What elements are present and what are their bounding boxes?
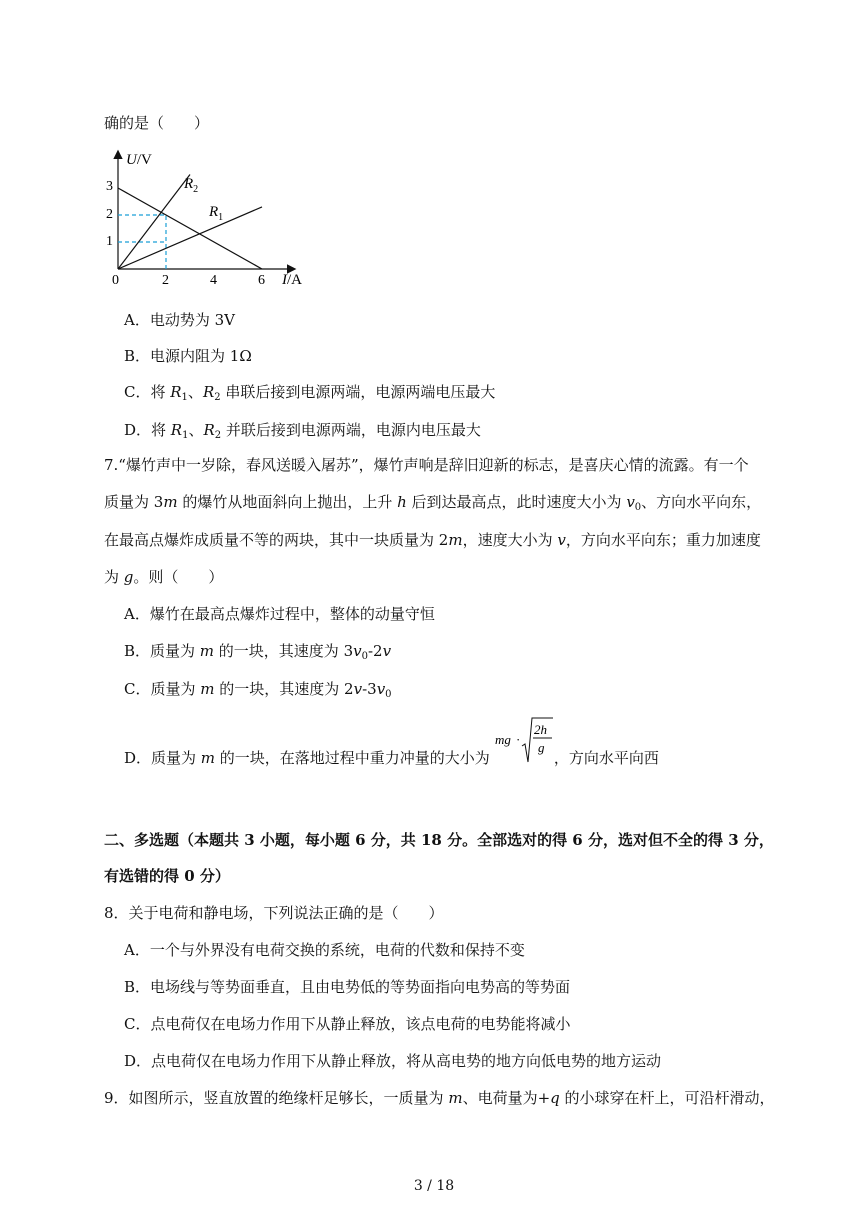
x-axis-label: I/A (282, 272, 302, 288)
q7-stem-line3: 在最高点爆炸成质量不等的两块，其中一块质量为 2m，速度大小为 v，方向水平向东；重力加速度 (104, 531, 761, 549)
q7-stem-line1: 7.“爆竹声中一岁除，春风送暖入屠苏”，爆竹声响是辞旧迎新的标志，是喜庆心情的流露。有一个 (104, 456, 749, 474)
y-tick-2: 2 (106, 207, 113, 222)
q8-option-b: B．电场线与等势面垂直，且由电势低的等势面指向电势高的等势面 (124, 978, 571, 996)
svg-text:·: · (516, 732, 521, 747)
q8-stem: 8．关于电荷和静电场，下列说法正确的是（ ） (104, 904, 444, 922)
q6-stem-tail: 确的是（ ） (104, 114, 210, 132)
impulse-formula (495, 716, 559, 764)
x-tick-4: 4 (210, 273, 217, 288)
r1-label: $R_1$ (209, 204, 224, 223)
y-axis-label: U/V (126, 152, 152, 168)
x-tick-6: 6 (258, 273, 265, 288)
q6-option-b: B．电源内阻为 1Ω (124, 347, 252, 365)
series-line-电源 (118, 188, 262, 269)
q6-option-d: D．将 $R_1$、$R_2$ 并联后接到电源两端，电源内电压最大 (124, 421, 481, 441)
page-number: 3 / 18 (413, 1178, 455, 1194)
svg-text:g: g (538, 740, 545, 755)
q7-stem-line4: 为 g。则（ ） (104, 568, 224, 586)
q8-option-a: A．一个与外界没有电荷交换的系统，电荷的代数和保持不变 (124, 941, 525, 959)
svg-text:2h: 2h (534, 722, 547, 737)
section2-heading-line2: 有选错的得 0 分） (104, 867, 230, 885)
y-tick-1: 1 (106, 234, 113, 249)
q8-option-d: D．点电荷仅在电场力作用下从静止释放，将从高电势的地方向低电势的地方运动 (124, 1052, 662, 1070)
q9-stem-line1: 9．如图所示，竖直放置的绝缘杆足够长，一质量为 m、电荷量为+q 的小球穿在杆上，可沿杆滑动， (104, 1089, 775, 1107)
q7-option-d: D．质量为 m 的一块，在落地过程中重力冲量的大小为 ，方向水平向西 (124, 749, 659, 767)
series-line-R1 (118, 207, 262, 269)
q8-option-c: C．点电荷仅在电场力作用下从静止释放，该点电荷的电势能将减小 (124, 1015, 571, 1033)
q6-option-a: A．电动势为 3V (124, 311, 235, 329)
q7-option-a: A．爆竹在最高点爆炸过程中，整体的动量守恒 (124, 605, 435, 623)
q7-stem-line2: 质量为 3m 的爆竹从地面斜向上抛出，上升 h 后到达最高点，此时速度大小为 $v_0$、方向水平向东， (104, 493, 762, 513)
r2-label: $R_2$ (184, 176, 199, 195)
q7-option-c: C．质量为 m 的一块，其速度为 $2v-3v_0$ (124, 680, 392, 700)
u-i-graph (96, 146, 316, 291)
section2-heading-line1: 二、多选题（本题共 3 小题，每小题 6 分，共 18 分。全部选对的得 6 分，选对但不全的得 3 分， (104, 831, 774, 849)
y-tick-3: 3 (106, 179, 113, 194)
q7-option-b: B．质量为 m 的一块，其速度为 $3v_0-2v$ (124, 642, 392, 662)
x-tick-0: 0 (112, 273, 119, 288)
x-tick-2: 2 (162, 273, 169, 288)
q6-option-c: C．将 $R_1$、$R_2$ 串联后接到电源两端，电源两端电压最大 (124, 383, 496, 403)
svg-text:mg: mg (495, 732, 511, 747)
